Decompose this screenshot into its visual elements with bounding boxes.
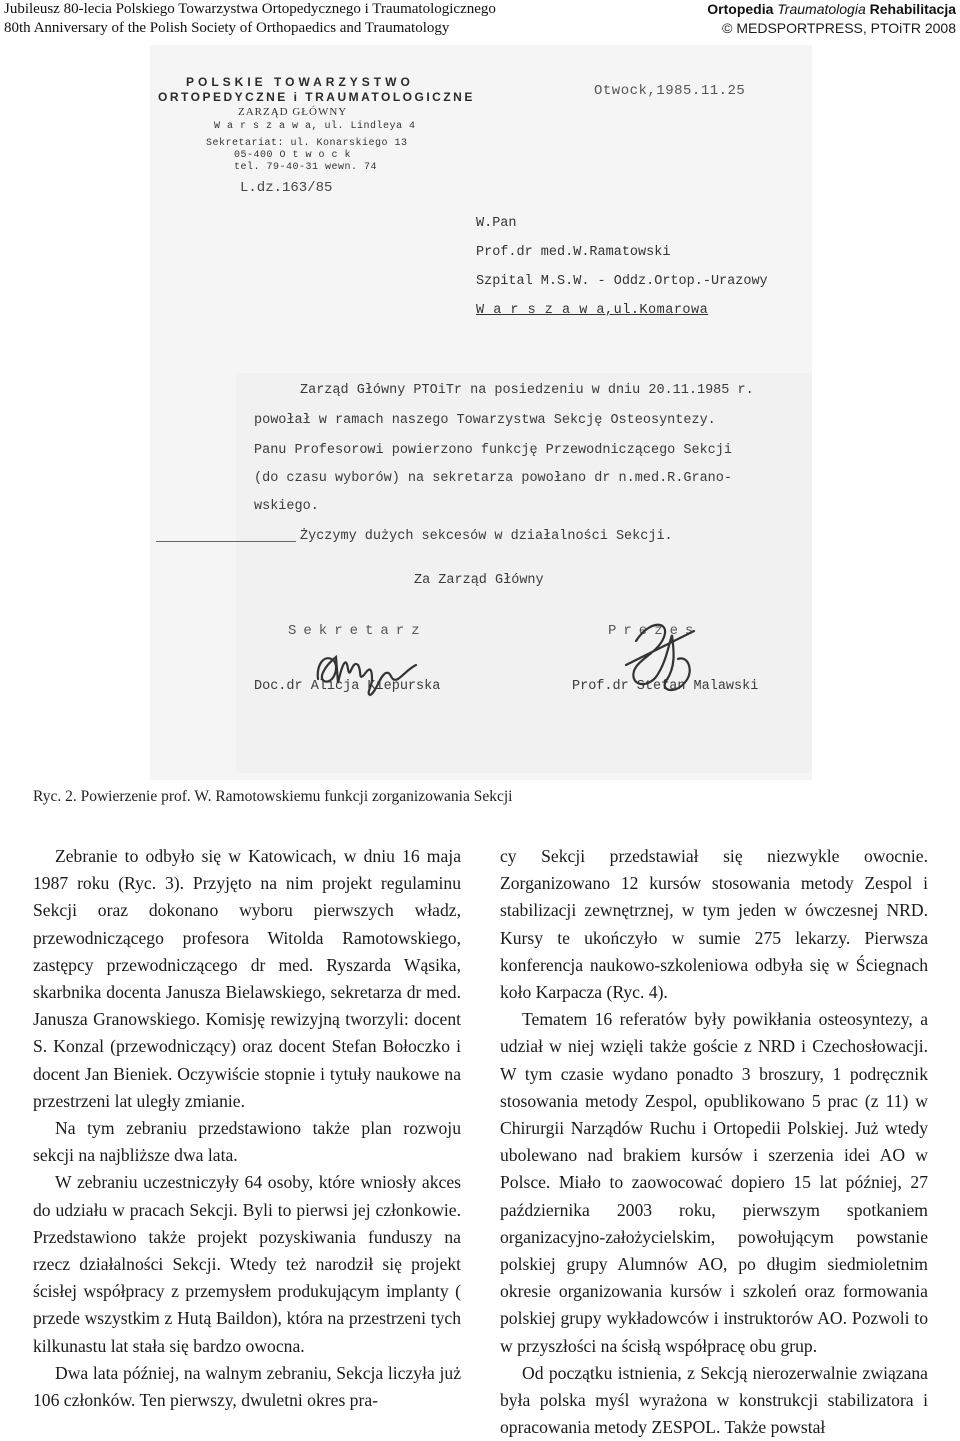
recipient-line2: Prof.dr med.W.Ramatowski (476, 245, 671, 260)
journal-name (707, 0, 956, 19)
signature-title-right: Prezes (608, 623, 701, 639)
figure-caption: Ryc. 2. Powierzenie prof. W. Ramotowskiemu funkcji zorganizowania Sekcji (33, 788, 513, 805)
letter-date: Otwock,1985.11.25 (594, 83, 746, 99)
letterhead-line4: W a r s z a w a, ul. Lindleya 4 (214, 121, 416, 132)
right-text-column (500, 843, 928, 1441)
letterhead-line5: Sekretariat: ul. Konarskiego 13 (206, 138, 408, 149)
right-paragraph-3: Od początku istnienia, z Sekcją nierozerwalnie związana była polska myśl wyrażona w konstrukcji stabilizatora i opracowania metody ZESPOL. Także powstał (500, 1362, 928, 1438)
letter-body-line2: powołał w ramach naszego Towarzystwa Sekcję Osteosyntezy. (254, 413, 716, 428)
recipient-line1: W.Pan (476, 216, 517, 231)
recipient-line4: W a r s z a w a,ul.Komarowa (476, 303, 709, 318)
recipient-address (476, 209, 768, 325)
letterhead (158, 75, 475, 196)
letter-body-line4: (do czasu wyborów) na sekretarza powołano dr n.med.R.Grano- (254, 471, 732, 486)
signature-name-right: Prof.dr Stefan Malawski (572, 679, 759, 694)
left-paragraph-4: Dwa lata później, na walnym zebraniu, Sekcja liczyła już 106 członków. Ten pierwszy, dwuletni okres pra- (33, 1362, 461, 1411)
handwritten-signature-left (312, 635, 422, 699)
left-paragraph-3: W zebraniu uczestniczyły 64 osoby, które wniosły akces do udziału w pracach Sekcji. Byli to pierwsi jej członkowie. Przedstawiono także projekt pozyskiwania funduszy na rzecz działalności Sekcji. Wtedy też narodził się projekt ścisłej współpracy z przemysłem produkującym implanty ( przede wszystkim z Hutą Baildon), która na przestrzeni tych kilkunastu lat stała się bardzo owocna. (33, 1172, 461, 1356)
right-paragraph-1: cy Sekcji przedstawiał się niezwykle owocnie. Zorganizowano 12 kursów stosowania metody Zespol i stabilizacji zewnętrznej, w tym jeden w ówczesnej NRD. Kursy te ukończyło w sumie 275 lekarzy. Pierwsza konferencja naukowo-szkoleniowa odbyła się w Ściegnach koło Karpacza (Ryc. 4). (500, 846, 928, 1003)
journal-traumatologia: Traumatologia (777, 1, 866, 17)
signature-title-left: Sekretarz (288, 623, 427, 639)
letterhead-line2: ORTOPEDYCZNE i TRAUMATOLOGICZNE (158, 90, 475, 104)
reference-number: L.dz.163/85 (240, 180, 333, 196)
recipient-line3: Szpital M.S.W. - Oddz.Ortop.-Urazowy (476, 274, 768, 289)
letter-body (236, 373, 812, 773)
letter-body-line6: Życzymy dużych sekcesów w działalności Sekcji. (300, 529, 673, 544)
handwritten-signature-right (616, 611, 706, 701)
letterhead-line3: ZARZĄD GŁÓWNY (238, 106, 348, 118)
header-title-en: 80th Anniversary of the Polish Society of Orthopaedics and Traumatology (4, 20, 450, 36)
running-header-right (707, 0, 956, 38)
left-paragraph-2: Na tym zebraniu przedstawiono także plan rozwoju sekcji na najbliższe dwa lata. (33, 1118, 461, 1166)
letter-body-line5: wskiego. (254, 499, 319, 514)
letter-body-line7: Za Zarząd Główny (414, 573, 544, 588)
copyright: © MEDSPORTPRESS, PTOiTR 2008 (722, 20, 956, 36)
journal-rehabilitacja: Rehabilitacja (869, 1, 956, 17)
header-title-pl: Jubileusz 80-lecia Polskiego Towarzystwa Ortopedycznego i Traumatologicznego (4, 1, 496, 17)
divider-line (156, 541, 296, 542)
left-paragraph-1: Zebranie to odbyło się w Katowicach, w dniu 16 maja 1987 roku (Ryc. 3). Przyjęto na nim projekt regulaminu Sekcji oraz dokonano wyboru pierwszych władz, przewodniczącego profesora Witolda Ramotowskiego, zastępcy przewodniczącego dr med. Ryszarda Wąsika, skarbnika docenta Janusza Bielawskiego, sekretarza dr med. Janusza Granowskiego. Komisję rewizyjną tworzyli: docent S. Konzal (przewodniczący) oraz docent Stefan Bołoczko i docent Jan Bieniek. Oczywiście stopnie i tytuły naukowe na przestrzeni lat uległy zmianie. (33, 846, 461, 1111)
letterhead-line7: tel. 79-40-31 wewn. 74 (234, 162, 378, 173)
letterhead-line1: POLSKIE TOWARZYSTWO (186, 75, 414, 89)
signature-name-left: Doc.dr Alicja Kiepurska (254, 679, 441, 694)
left-text-column (33, 843, 461, 1414)
letter-body-line3: Panu Profesorowi powierzono funkcję Przewodniczącego Sekcji (254, 443, 732, 458)
letter-scan-figure (150, 45, 812, 780)
running-header-left (4, 0, 496, 38)
journal-ortopedia: Ortopedia (707, 1, 774, 17)
letter-body-line1: Zarząd Główny PTOiTr na posiedzeniu w dniu 20.11.1985 r. (300, 383, 754, 398)
letterhead-address (206, 121, 475, 174)
letterhead-line6: 05-400 O t w o c k (234, 150, 352, 161)
right-paragraph-2: Tematem 16 referatów były powikłania osteosyntezy, a udział w niej wzięli także goście z NRD i Czechosłowacji. W tym czasie wydano ponadto 3 broszury, 1 podręcznik stosowania metody Zespol, opublikowano 5 prac (z 11) w Chirurgii Narządów Ruchu i Ortopedii Polskiej. Już wtedy ubolewano nad brakiem kursów i szerzenia idei AO w Polsce. Miało to zaowocować dopiero 15 lat później, 27 października 2003 roku, pierwszym spotkaniem organizacyjno-założycielskim, powołującym powstanie polskiej grupy Alumnów AO, po długim siedmioletnim okresie organizowania kursów i szkoleń oraz formowania polskiej grupy wykładowców i instruktorów AO. Pozwoli to w przyszłości na ścisłą współpracę obu grup. (500, 1009, 928, 1356)
